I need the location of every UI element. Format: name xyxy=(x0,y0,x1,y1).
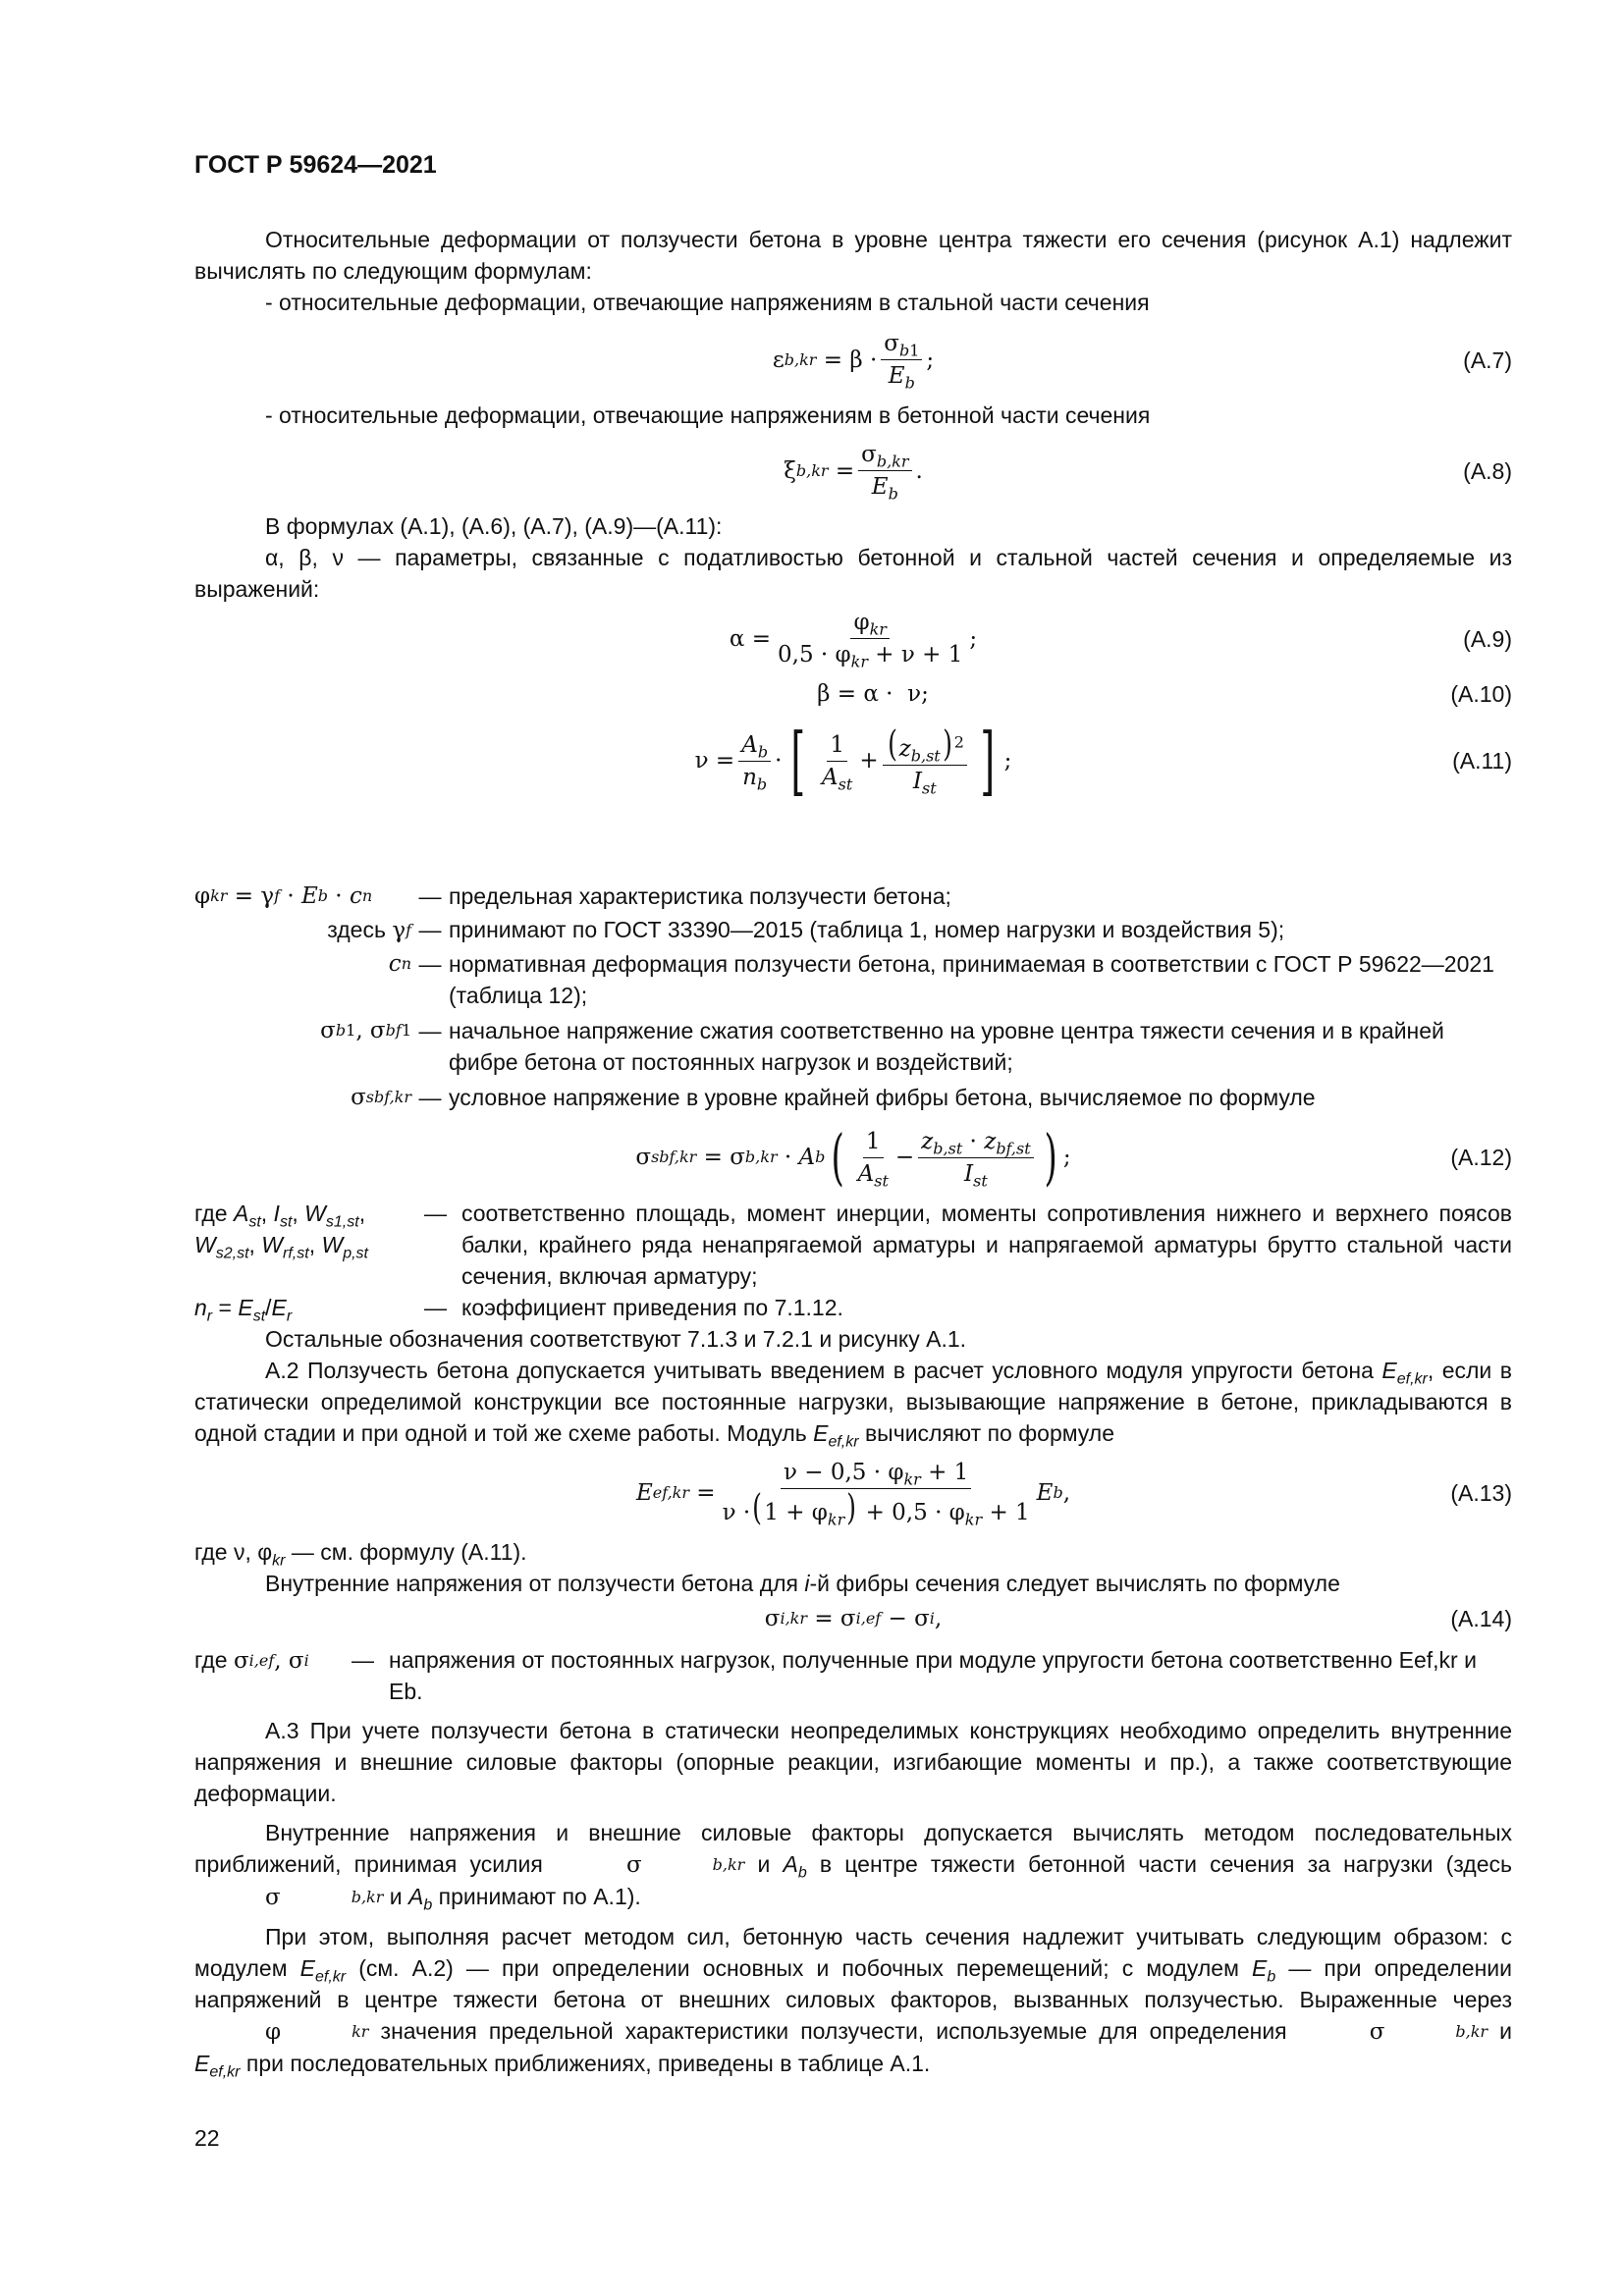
text-run: — см. формулу (А.11). xyxy=(285,1539,527,1565)
page-number: 22 xyxy=(194,2125,220,2151)
formula-a13-body: E ef,kr = $\frac{\nu - 0,5 \cdot \varphi_{kr} + 1}{\nu \cdot(1 + \varphi_{kr}) + 0,5 \cdot \varphi_{kr} + 1}$ E b , xyxy=(635,1460,1071,1529)
definition-row xyxy=(194,948,1512,1011)
definition-dash: — xyxy=(418,951,442,977)
text-run: и xyxy=(1488,2018,1512,2044)
definition-text: нормативная деформация ползучести бетона, принимаемая в соответствии с ГОСТ Р 59622—2021 (таблица 12); xyxy=(449,951,1494,1008)
text-run: значения предельной характеристики ползучести, используемые для определения xyxy=(368,2018,1299,2044)
text-run: , если в статически определимой конструкции все постоянные нагрузки, вызывающие напряжение в бетоне, прикладываются в одной стадии и при одной и той же схеме работы. Модуль xyxy=(194,1358,1512,1446)
definition-dash: — xyxy=(418,917,442,942)
formula-number: (А.10) xyxy=(1450,681,1512,707)
formula-a12-body: σ sbf,kr = σ b,kr · A b ( $\frac{1}{A_{st}}$ − $\frac{z_{b,st} \cdot z_{bf,st}}{I_{st}}$ ) ; xyxy=(635,1121,1071,1193)
text-run: и xyxy=(383,1884,409,1909)
text-run: в центре тяжести бетонной части сечения за нагрузки (здесь xyxy=(806,1851,1512,1877)
paragraph-a3: А.3 При учете ползучести бетона в статически неопределимых конструкциях необходимо определить внутренние напряжения и внешние силовые факторы (опорные реакции, изгибающие моменты и пр.), а также соответствующие деформации. xyxy=(194,1718,1512,1806)
definition-row xyxy=(194,1644,1512,1707)
definition-term: φ kr = γ f · E b · c n xyxy=(194,883,373,909)
paragraph-in-formulas: В формулах (А.1), (А.6), (А.7), (А.9)—(А.11): xyxy=(265,513,723,539)
definition-dash: — xyxy=(418,1018,442,1043)
text-run: -й фибры сечения следует вычислять по формуле xyxy=(809,1571,1340,1596)
text-run: где ν, φ xyxy=(194,1539,273,1565)
definition-term: $n_r = E_{st}/E_r$ xyxy=(194,1295,293,1325)
formula-a11 xyxy=(194,717,1512,804)
formula-number: (А.9) xyxy=(1463,625,1512,652)
definition-dash: — xyxy=(352,1647,374,1673)
formula-a14 xyxy=(194,1603,1512,1634)
text-run: Внутренние напряжения и внешние силовые факторы допускается вычислять методом последовательных приближений, принимая усилия xyxy=(194,1820,1512,1877)
page-body xyxy=(194,224,1512,808)
definition-term: здесь γ f xyxy=(327,917,411,943)
formula-a8 xyxy=(194,441,1512,504)
definition-term: c n xyxy=(388,951,411,977)
text-run: при последовательных приближениях, приведены в таблице А.1. xyxy=(240,2051,931,2076)
document-header: ГОСТ Р 59624—2021 xyxy=(194,151,437,179)
formula-a11-body: ν = $\frac{A_b}{n_b}$ · [ $\frac{1}{A_{st}}$ + $\frac{(z_{b,st}) ^2}{I_{st}}$ ] ; xyxy=(694,717,1012,804)
definition-dash: — xyxy=(418,883,442,909)
definition-row xyxy=(194,1015,1512,1078)
paragraph-force-method: При этом, выполняя расчет методом сил, бетонную часть сечения надлежит учитывать следующим образом: с модулем $E_{ef,kr}$ (см. А.2) — при определении основных и побочных перемещений; с модулем $E_b$ — при определении напряжений в центре тяжести бетона от внешних силовых факторов, вызванных ползучестью. Выраженные через φ kr значения предельной характеристики ползучести, используемые для определения σ b,kr и $E_{ef,kr}$ при последовательных приближениях, приведены в таблице А.1. xyxy=(194,1924,1512,2081)
formula-number: (А.11) xyxy=(1452,748,1512,774)
definition-dash: — xyxy=(424,1201,447,1226)
formula-a10 xyxy=(194,678,1512,710)
definition-text: коэффициент приведения по 7.1.12. xyxy=(461,1295,843,1320)
formula-number: (А.12) xyxy=(1450,1145,1512,1170)
definition-dash: — xyxy=(424,1295,447,1320)
paragraph-a2: А.2 Ползучесть бетона допускается учитывать введением в расчет условного модуля упругости бетона $E_{ef,kr}$, если в статически определимой конструкции все постоянные нагрузки, вызывающие напряжение в бетоне, прикладываются в одной стадии и при одной и той же схеме работы. Модуль $E_{ef,kr}$ вычисляют по формуле xyxy=(194,1358,1512,1451)
definition-text: начальное напряжение сжатия соответственно на уровне центра тяжести сечения и в крайней фибре бетона от постоянных нагрузок и воздействий; xyxy=(449,1018,1444,1075)
text-run: и xyxy=(744,1851,784,1877)
definitions-block xyxy=(194,879,1512,2079)
paragraph-other-notations: Остальные обозначения соответствуют 7.1.3 и 7.2.1 и рисунку А.1. xyxy=(265,1326,967,1352)
text-run: i xyxy=(804,1571,810,1596)
definition-text: напряжения от постоянных нагрузок, полученные при модуле упругости бетона соответственно Eef,kr и Eb. xyxy=(389,1647,1477,1704)
formula-a9-body: α = $\frac{\varphi_{kr}}{0,5 \cdot \varphi_{kr} + \nu + 1}$ ; xyxy=(729,610,978,671)
definition-text: принимают по ГОСТ 33390—2015 (таблица 1, номер нагрузки и воздействия 5); xyxy=(449,917,1285,942)
definition-row xyxy=(194,881,1512,912)
formula-a8-body: ξ b,kr = $\frac{\sigma_{b,kr}}{E_b}$ . xyxy=(784,442,923,504)
definition-row xyxy=(194,1198,1512,1292)
definition-text: условное напряжение в уровне крайней фибры бетона, вычисляемое по формуле xyxy=(449,1085,1316,1110)
text-run: вычисляют по формуле xyxy=(858,1420,1115,1446)
paragraph-parameters: α, β, ν — параметры, связанные с податливостью бетонной и стальной частей сечения и определяемые из выражений: xyxy=(194,545,1512,602)
definition-dash: — xyxy=(418,1085,442,1110)
definition-term: где σ i,ef , σ i xyxy=(194,1647,309,1674)
text-run: — при определении напряжений в центре тяжести бетона от внешних силовых факторов, вызванных ползучестью. Выраженные через xyxy=(194,1955,1512,2012)
definition-term: σ b1 , σ bf1 xyxy=(320,1018,411,1043)
formula-a10-body: β = α · ν; xyxy=(817,681,929,707)
definition-term: где $A_{st}$, $I_{st}$, $W_{s1,st}$, $W_{s2,st}$, $W_{rf,st}$, $W_{p,st}$ xyxy=(194,1201,368,1262)
formula-number: (А.8) xyxy=(1463,457,1512,484)
definition-term: σ sbf,kr xyxy=(351,1085,411,1110)
text-run: Внутренние напряжения от ползучести бетона для xyxy=(265,1571,805,1596)
formula-a14-body: σ i,kr = σ i,ef − σ i , xyxy=(764,1606,943,1631)
formula-a12 xyxy=(194,1121,1512,1193)
paragraph-iterations: Внутренние напряжения и внешние силовые факторы допускается вычислять методом последовательных приближений, принимая усилия σ b,kr и $A_b$ в центре тяжести бетонной части сечения за нагрузки (здесь σ b,kr и $A_b$ принимают по А.1). xyxy=(194,1820,1512,1914)
formula-a13 xyxy=(194,1459,1512,1529)
formula-number: (А.14) xyxy=(1450,1606,1512,1631)
definition-text: предельная характеристика ползучести бетона; xyxy=(449,883,951,909)
formula-number: (А.7) xyxy=(1463,347,1512,373)
paragraph-intro: Относительные деформации от ползучести бетона в уровне центра тяжести его сечения (рисунок А.1) надлежит вычислять по следующим формулам: xyxy=(194,227,1512,284)
definition-row xyxy=(194,1082,1512,1113)
formula-number: (А.13) xyxy=(1450,1479,1512,1506)
paragraph-steel-strain: - относительные деформации, отвечающие напряжениям в стальной части сечения xyxy=(265,290,1150,315)
text-run: принимают по А.1). xyxy=(432,1884,641,1909)
formula-a9 xyxy=(194,609,1512,671)
text-run: (см. А.2) — при определении основных и побочных перемещений; с модулем xyxy=(346,1955,1252,1981)
paragraph-concrete-strain: - относительные деформации, отвечающие напряжениям в бетонной части сечения xyxy=(265,402,1151,428)
paragraph-where-a13: где ν, $\varphi_{kr}$ — см. формулу (А.11). xyxy=(194,1539,527,1570)
paragraph-inner-stress xyxy=(194,1568,1512,1599)
definition-row xyxy=(194,1292,1512,1323)
text-run: При этом, выполняя расчет методом сил, бетонную часть сечения надлежит учитывать следующим образом: с модулем xyxy=(194,1924,1512,1981)
definition-row xyxy=(194,914,1512,946)
definition-text: соответственно площадь, момент инерции, моменты сопротивления нижнего и верхнего поясов балки, крайнего ряда ненапрягаемой арматуры и напрягаемой арматуры брутто стальной части сечения, включая арматуру; xyxy=(461,1201,1512,1289)
text-run: А.2 Ползучесть бетона допускается учитывать введением в расчет условного модуля упругости бетона xyxy=(265,1358,1382,1383)
formula-a7 xyxy=(194,330,1512,393)
formula-a7-body: ε b,kr = β · $\frac{\sigma_{b1}}{E_b}$ ; xyxy=(772,331,935,393)
